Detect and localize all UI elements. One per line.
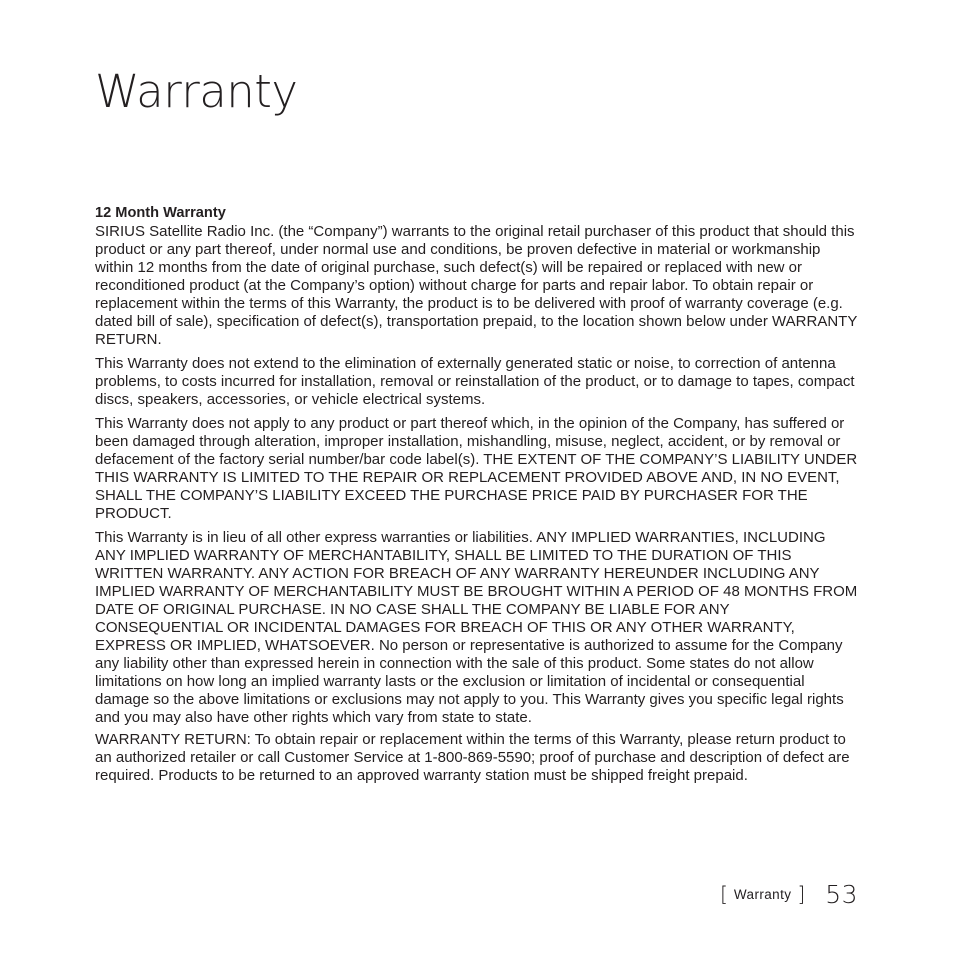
footer-section-label: Warranty <box>733 886 792 902</box>
section-heading: 12 Month Warranty <box>95 205 226 221</box>
paragraph-implied-warranties: This Warranty is in lieu of all other express warranties or liabilities. ANY IMPLIED WARRANTIES, INCLUDING ANY IMPLIED WARRANTY OF MERCHANTABILITY, SHALL BE LIMITED TO THE DURATION OF THIS WRITTEN WARRANTY. ANY ACTION FOR BREACH OF ANY WARRANTY HEREUNDER INCLUDING ANY IMPLIED WARRANTY OF MERCHANTABILITY MUST BE BROUGHT WITHIN A PERIOD OF 48 MONTHS FROM DATE OF ORIGINAL PURCHASE. IN NO CASE SHALL THE COMPANY BE LIABLE FOR ANY CONSEQUENTIAL OR INCIDENTAL DAMAGES FOR BREACH OF THIS OR ANY OTHER WARRANTY, EXPRESS OR IMPLIED, WHATSOEVER. No person or representative is authorized to assume for the Company any liability other than expressed herein in connection with the sale of this product. Some states do not allow limitations on how long an implied warranty lasts or the exclusion or limitation of incidental or consequential damage so the above limitations or exclusions may not apply to you. This Warranty gives you specific legal rights and you may also have other rights which vary from state to state. <box>95 529 858 726</box>
paragraph-exclusions: This Warranty does not extend to the elimination of externally generated static or noise, to correction of antenna problems, to costs incurred for installation, removal or reinstallation of the product, or to damage to tapes, compact discs, speakers, accessories, or vehicle electrical systems. <box>95 355 855 408</box>
footer-bracket-open: [ <box>720 882 728 906</box>
warranty-section <box>95 204 859 791</box>
paragraph-warranty-return: WARRANTY RETURN: To obtain repair or replacement within the terms of this Warranty, please return product to an authorized retailer or call Customer Service at 1-800-869-5590; proof of purchase and description of defect are required. Products to be returned to an approved warranty station must be shipped freight prepaid. <box>95 731 850 784</box>
page-title: Warranty <box>95 65 298 118</box>
page-footer <box>720 876 858 912</box>
paragraph-limitations: This Warranty does not apply to any product or part thereof which, in the opinion of the Company, has suffered or been damaged through alteration, improper installation, mishandling, misuse, neglect, accident, or by removal or defacement of the factory serial number/bar code label(s). THE EXTENT OF THE COMPANY’S LIABILITY UNDER THIS WARRANTY IS LIMITED TO THE REPAIR OR REPLACEMENT PROVIDED ABOVE AND, IN NO EVENT, SHALL THE COMPANY’S LIABILITY EXCEED THE PURCHASE PRICE PAID BY PURCHASER FOR THE PRODUCT. <box>95 415 858 522</box>
page-number: 53 <box>825 879 858 909</box>
footer-bracket-close: ] <box>797 882 806 906</box>
paragraph-coverage: SIRIUS Satellite Radio Inc. (the “Company”) warrants to the original retail purchaser of this product that should this product or any part thereof, under normal use and conditions, be proven defective in material or workmanship within 12 months from the date of original purchase, such defect(s) will be repaired or replaced with new or reconditioned product (at the Company’s option) without charge for parts and repair labor. To obtain repair or replacement within the terms of this Warranty, the product is to be delivered with proof of warranty coverage (e.g. dated bill of sale), specification of defect(s), transportation prepaid, to the location shown below under WARRANTY RETURN. <box>95 223 858 348</box>
